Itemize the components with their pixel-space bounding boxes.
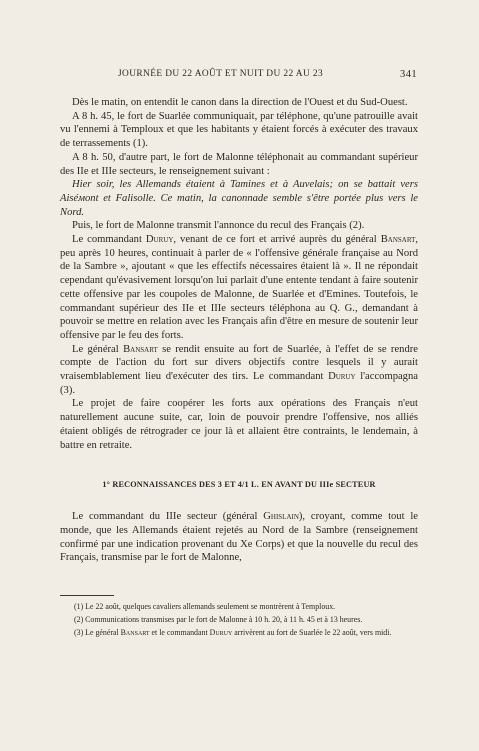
person-name: Bansart [120,628,150,638]
page-number: 341 [400,69,417,80]
paragraph: A 8 h. 45, le fort de Suarlée communiquait, par téléphone, qu'une patrouille avait vu l'ennemi à Temploux et que les habitants y étaient forcés à exécuter des travaux de terrassements (1). [60,110,418,150]
paragraph: Le projet de faire coopérer les forts aux opérations des Français n'eut naturellement aucune suite, car, loin de pouvoir prendre l'offensive, nos alliés étaient obligés de rétrograder ce jour là et allaient être contraints, le lendemain, à battre en retraite. [60,398,418,451]
quoted-report: Hier soir, les Allemands étaient à Tamines et à Auvelais; on se battait vers Aiséмont et Falisolle. Ce matin, la canonnade semble s'être portée plus vers le Nord. [60,179,418,218]
person-name: Ghislain [263,511,299,523]
section-heading: 1° RECONNAISSANCES DES 3 ET 4/1 L. EN AVANT DU IIIe SECTEUR [102,480,376,490]
paragraph: Puis, le fort de Malonne transmit l'annonce du recul des Français (2). [72,220,365,232]
footnote-rule [60,595,114,596]
paragraph: Dès le matin, on entendit le canon dans la direction de l'Ouest et du Sud-Ouest. [72,97,408,108]
person-name: Duruy [209,628,233,638]
paragraph: A 8 h. 50, d'autre part, le fort de Malonne téléphonait au commandant supérieur des IIe et IIIe secteurs, le renseignement suivant : [60,151,418,177]
person-name: Bansart [123,343,158,355]
footnote: (2) Communications transmises par le fort de Malonne à 10 h. 20, à 11 h. 45 et à 13 heures. [74,615,363,625]
running-title: JOURNÉE DU 22 AOÛT ET NUIT DU 22 AU 23 [118,69,324,79]
footnote: (3) Le général Bansart et le commandant Duruy arrivèrent au fort de Suarlée le 22 août, vers midi. [74,628,392,638]
person-name: Duruy [328,371,356,383]
footnotes [60,602,418,642]
paragraph: Le commandant du IIIe secteur (général Ghislain), croyant, comme tout le monde, que les Allemands étaient rejetés au Nord de la Sambre (renseignement confirmé par une indication provenant du Xe Corps) et que la nouvelle du recul des Français, transmise par le fort de Malonne, [60,511,418,564]
paragraph: Le commandant Duruy, venant de ce fort et arrivé auprès du général Bansart, peu après 10 heures, continuait à parler de « l'offensive générale française au Nord de la Sambre », ajoutant « que les effectifs nécessaires étaient là ». Il ne répondait cependant qu'évasivement lorsqu'on lui parlait d'une entente tendant à faire soutenir cette offensive par les coupoles de Malonne, de Suarlée et d'Emines. Toutefois, le commandant supérieur des IIe et IIIe secteurs téléphona au Q. G., demandant à pouvoir se mettre en relation avec les Français afin d'être en mesure de soutenir leur offensive par le feu des forts. [60,234,419,341]
footnote: (1) Le 22 août, quelques cavaliers allemands seulement se montrèrent à Temploux. [74,602,336,611]
main-text [60,96,418,565]
paragraph: Le général Bansart se rendit ensuite au fort de Suarlée, à l'effet de se rendre compte de l'action du fort sur divers objectifs contre lesquels il y aurait vraisemblablement lieu d'exécuter des tirs. Le commandant Duruy l'accompagna (3). [60,343,418,396]
person-name: Bansart [380,234,416,246]
person-name: Duruy [145,234,174,246]
